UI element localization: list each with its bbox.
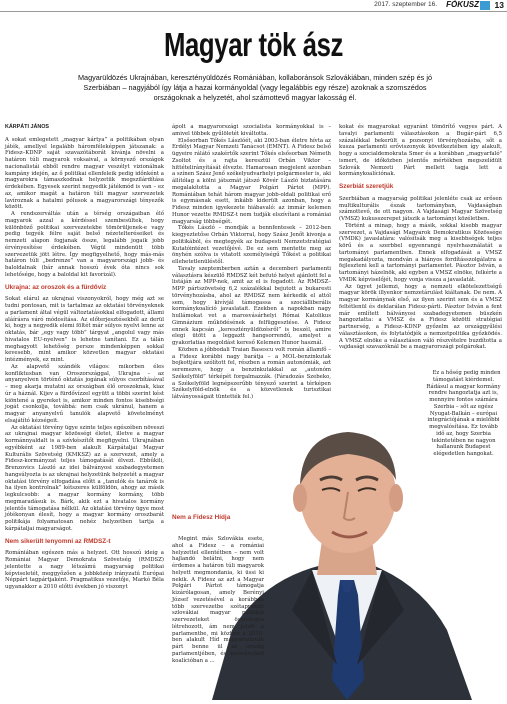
paragraph: A sokat emlegetett „magyar kártya” a politikában olyan játék, amellyel legalább háromféleképpen játszanak: a Fidesz–KDNP saját szavazótáborát kívánja növelni a határon túli magyarok voksaival, a környező országok nacionalistái ebből rendre magyar veszélyt vizionálnak kampány idején, az ő politikai ellenfeleik pedig időnként a magyarokra támaszkodnak helyzetük megszilárdítása érdekében. Egyesek szerint negyedik játékmód is van – ez az, amikor magát a határon túli magyar szervezetek lavíroznak a hatalmi pólusok a magyarországi tényezők között. bbox=[5, 136, 164, 211]
paragraph: A rendszerváltás után a térség országaiban élő magyarok azzal a kérdéssel szembesültek, hogy különböző politikai szervezetekbe tömörüljenek-e vagy pedig tegyék félre saját belső nézetelteréseiket és nemzeti alapon fogjanak össze, legalább jogaik jobb érvényesítése érdekében. Végül mindenütt több szervezetük jött létre. Így megfigyelhető, hogy más-más határon túli „bedrenze” van a magyarországi jobb- és baloldalnak (bár annak hosszú évek óta nincs sok lehetősége, hogy a baloldal kit favorizál). bbox=[5, 211, 164, 278]
page-header bbox=[0, 0, 507, 12]
paragraph: Tavaly szeptemberben aztán a decemberi parlamenti választásra készülő RMDSZ két befutó helyet ajánlott fel a listáján az MPP-nek, amit az el is fogadott. Az RMDSZ–MPP pártszövetség 6,2 százalékkal bejutott a bukaresti törvényhozásba, ahol az RMDSZ nem kérkedik el attól sem, hogy kivívjál támogassa a szociálliberális kormánykoalíció javaslatait. Ezekben a napokban nagy hullámokat vet a marosvásárhelyi Római Katolikus Gimnázium működésének a felfüggesztése. A Fidesz ennek kapcsán „keresztényüldözésről” is beszél, amire elegi ütött a leggaztt hangsorrendű, amelyet a gyakorlatias megoldást kereső Kelemen Hunor használ. bbox=[172, 265, 331, 346]
subheading: Nem a Fidesz Hídja bbox=[172, 514, 231, 521]
paragraph: Sokat elárul az ukrajnai viszonyokról, hogy még azt se tudni pontosan, mit is tartalmaz az oktatási törvényeknek a parlament által végül változtatásokkal elfogadott, állami aláírásra váró módosítása. Az előterjesztésekből az derül ki, hogy a negyedik elemi föltét már súlyos nyelvi lenne az oktatás, bár „egy vagy több” tárgyat „angolul vagy más hivatalos EU-nyelven” is lehetne tanítani. Ez a tálán meghagyott lehetőség persze mindenképpen sokkal kevesebb, mint amikor közvetlen magyar oktatási intézmények, ez mint. bbox=[5, 296, 164, 363]
column-3 bbox=[339, 124, 502, 364]
article-title: Magyar tök ász bbox=[163, 26, 344, 63]
page-number: 13 bbox=[494, 0, 504, 10]
paragraph: Tőkés László – mondják a bennfentesek – 2012-ben kiegyeztetőse Orbán Viktorral, hogy Szász Jenőt kivonja a politikából, és megtegyék az budapesti Nemzetstratégiai Kutatóintézet vezetőjévé. De ez sem mentette meg az önyhén szólva is vitatott személyiségű Tőkést a politikai ellehetetlenüléstől. bbox=[172, 225, 331, 265]
subheading: Nem sikerült lenyomni az RMDSZ-t bbox=[5, 537, 111, 545]
subheading: Szerbiát szeretjük bbox=[339, 183, 394, 190]
paragraph: Az ügyet jellemzi, hogy a nemzeti elkötelezettségű magyar körök illyenkor nemzetárulást kiáltanak. De nem. A magyar kormánynak első, az ilyen szerint sem és a VMSZ feltétlenül és deklarálan Fidesz-párti. Pásztor István a fent már említett bálványosi szabadegyetemen büszkén hangoztatta: a VMSZ és a Fidesz közötti stratégiai partnerség, a Fidesz–KDNP győzelm az országgyűlési választásokon, és folytatódjék a nemzetpolitika győzködés. A VMSZ elnöke a választáson váló részvételre buzdította a vajdasági szavazóknál be a magyarországi polgárokat. bbox=[339, 283, 502, 351]
paragraph: Romániában egészen más a helyzet. Ott hosszú ideig a Romániai Magyar Demokrata Szövetség (RMDSZ) jelentette a nagy létszámú magyarság politikai képviseletét, meggyőzően a jobbközép irányzatú Európai Néppárt tagpártjaként. Pragmatikus vezetője, Markó Béla ugyanakkor a 2010 előtti években jó viszonyt bbox=[5, 550, 164, 590]
paragraph: ápolt a magyarországi szocialista kormányokkal is – amivel többek gyűlöletét kiváltotta. bbox=[172, 124, 331, 137]
paragraph: Ez a hőség pedig minden támogatást kiérdemel. Rádásul a magyar kormány rendre hangoztatja azt is, mennyire fontos számára Szerbia – sőt az egész Nyugat-Balkán – európai integrációjának a mielőbbi megvalósítása. Ez tovább idő az, hogy Szerbia tekintetében ne nagyon hallanunk Budapest elégedetlen hangokat. bbox=[426, 370, 501, 457]
column-1 bbox=[5, 124, 164, 591]
paragraph: Az alapvető szándék világos: mikorben éles konfliktusban van Oroszországgal, Ukrajna – az anyanyelven történő oktatás jogának súlyos csorbításával – meg akarja mutatni az országban élő oroszoknak, kiaz úr a háznál. Kijev a fürdővízzel együtt a többi szerint kést kiöntené a gyereket is, amikor minden fontos kisebbségi jogát csonkolja, továbbá: nem csak ukránul, hanem a magyar anyanyelvű tanulók alapvető követelményt elsajátító kézségeit. bbox=[5, 363, 164, 424]
paragraph: kokat és magyarokat egyaránt tömörítő vegyes párt. A tavalyi parlamenti választásokon a Bugár-párt 6,5 százalékkal bekerült a pozsonyi törvényhozásba, sőt a kusza parlamenti erőviszonyok következtében így alakult, hogy a szocialdemokrata Smer és a korábban „magyarfaló" ismert, de időközben jelentős mértékben megszelídült Szlovák Nemzeti Párt mellett tagja lett a kormánykoalíciónak. bbox=[339, 124, 502, 178]
column-2-continued bbox=[172, 536, 264, 696]
article-lead: Magyarüldözés Ukrajnában, keresztényüldözés Romániában, kollaboránsok Szlovákiában, minden szép és jó Szerbiában – nagyjából így látja a hazai kormányoldal (vagy legalábbis egy része) azoknak a szomszédos országoknak a helyzetét, ahol számottevő magyar lakosság él. bbox=[77, 73, 433, 102]
paragraph: Történt a minap, hogy a másik, sokkal kisebb magyar szervezet, a Vajdasági Magyarok Demokratikus Közössége (VMDK) javaslatára: valósítsák meg a kisebbségek teljes körű és a szerbbel egyenrangú nyelvhasználatát a tartományi parlamentben. Ennek elfogadását a VMSZ megakadályozta, mondván a hiányos fordításszolgálatra a fejleszteni kell a tartományi parlamentet. Pásztor István, a tartományi házelnök, aki egyben a VMSZ elnöke, felkérte a VMDK képviselőjét, hogy vonja vissza a javaslatát. bbox=[339, 222, 502, 283]
paragraph: Közben a jóbbodali Traian Basescu volt román államfő – a Fidesz korábbi nagy barátja – a MOL-benzinkutak bojkottjára szólított fel, részben a román autonómiák, azt seremezve, hogy a benzinkutakkal az „autonóm Székelyföld” térképét forgalmazzák. (Fáradozás Szebeko, a Székelyföld legnépszerűbb tényező szerint a térképen Székelyföld-elnök és a közvetlenek turisztikai látványosságait tüntették fel.) bbox=[172, 346, 331, 400]
publication-name: FÓKUSZ bbox=[446, 0, 479, 9]
column-3-continued bbox=[425, 370, 502, 550]
issue-date: 2017. szeptember 16. bbox=[374, 1, 437, 8]
paragraph: Szerbiában a magyarság politikai jelenléte csak az erősen multikulturális észak tartományban, Vajdaságban számottevő, de ott nagyon. A Vajdasági Magyar Szövetség (VMSZ) kukusszerepet játszik a tartományi közéletben. bbox=[339, 195, 502, 222]
subheading: Ukrajna: az oroszok és a fürdővíz bbox=[5, 283, 107, 291]
header-divider bbox=[0, 11, 507, 12]
column-2 bbox=[172, 124, 331, 400]
paragraph: Az oktatási törvény ügye szinte teljes egészében növeszi az ukrajnai magyar közösségi életet, illetve a magyar kormánnyaldalt is a szívkészítőt megfigyelni. Ukrajnában egyébként az 1989-ben alakult Kárpátaljai Magyar Kulturális Szövetség (KMKSZ) az a szervezet, amely a Fidesz-kormányzat teljes támogatását élvezi. Ebbűkili, Brenzovics László az idei bálványosi szabadegyetemen hangsúlyozta is az ukrajnai helyzetünk helyzetét a magyar oktatási törvény elfogadása előtt a „tanulók és tanárok is ha ilyen kontrolnak” kétszeres külföldön, ahogy az másik legkulcsobb: a magyar kormány kormány, több megmaradásuk is. Bárk, akik ezt a hivatalos kormány jelentős támogatása nélkül. Az oktatási törvény ügye most jótékonyan élesít, hogy a magyar kormány oroszbarát politikája folyamatosan nehéz helyzetben tartja a kárpátaljai magyarságot. bbox=[5, 424, 164, 532]
author-byline: KÁRPÁTI JÁNOS bbox=[5, 124, 50, 130]
publication-logo bbox=[480, 1, 490, 10]
paragraph: Megint más Szlovákia esete, ahol a Fidesz – a romániai helyzettel ellentétben – nem volt hajlandó belátni, hogy nem érdemes a határon túli magyarok helyett megmondania, ki üssi ki nekik. A Fidesz az azt a Magyar Polgári Pártot támogatja kizárólagosan, amely Berényi József vezetésével a korábban több szervezetbe szétaprózott szlovákiai magyar politikai szervezeteket összefogva létrehozott, ám nem jutott a parlamentbe, mi közben a 2010-ben alakult Híd magyarszlovák párt benne ül az ország parlamentjében, és kormánybeli koalícióban a ... bbox=[172, 536, 264, 664]
paragraph: Elsősorban Tőkés Lászlóét, aki 2003-ban életre hívta az Erdélyi Magyar Nemzeti Tanácsot (EMNT). A Fidesz belső ügyeire rálátó szakértők szerint Tőkés elsősorban Németh Zsoltot és a rajta keresztül Orbán Viktor – hittételirányítását élvezte. Hamarosan megjelent azonban a színen Szász Jenő székelyudvarhelyi polgármester is, aki állítólag a kölni játszmát játszó Kövér László biztatására megalakította a Magyar Polgári Pártot (MPP). Romániában tehát három magyar jobb-oldali politikai erő is egymásnak esett, inkább kiderült azonban, hogy a Fidesz minden igyekezete hiábavaló: az immár kelemen Hunor vezette RMDSZ-t nem tudják elszívítani a romániai magyarság többségét. bbox=[172, 137, 331, 225]
